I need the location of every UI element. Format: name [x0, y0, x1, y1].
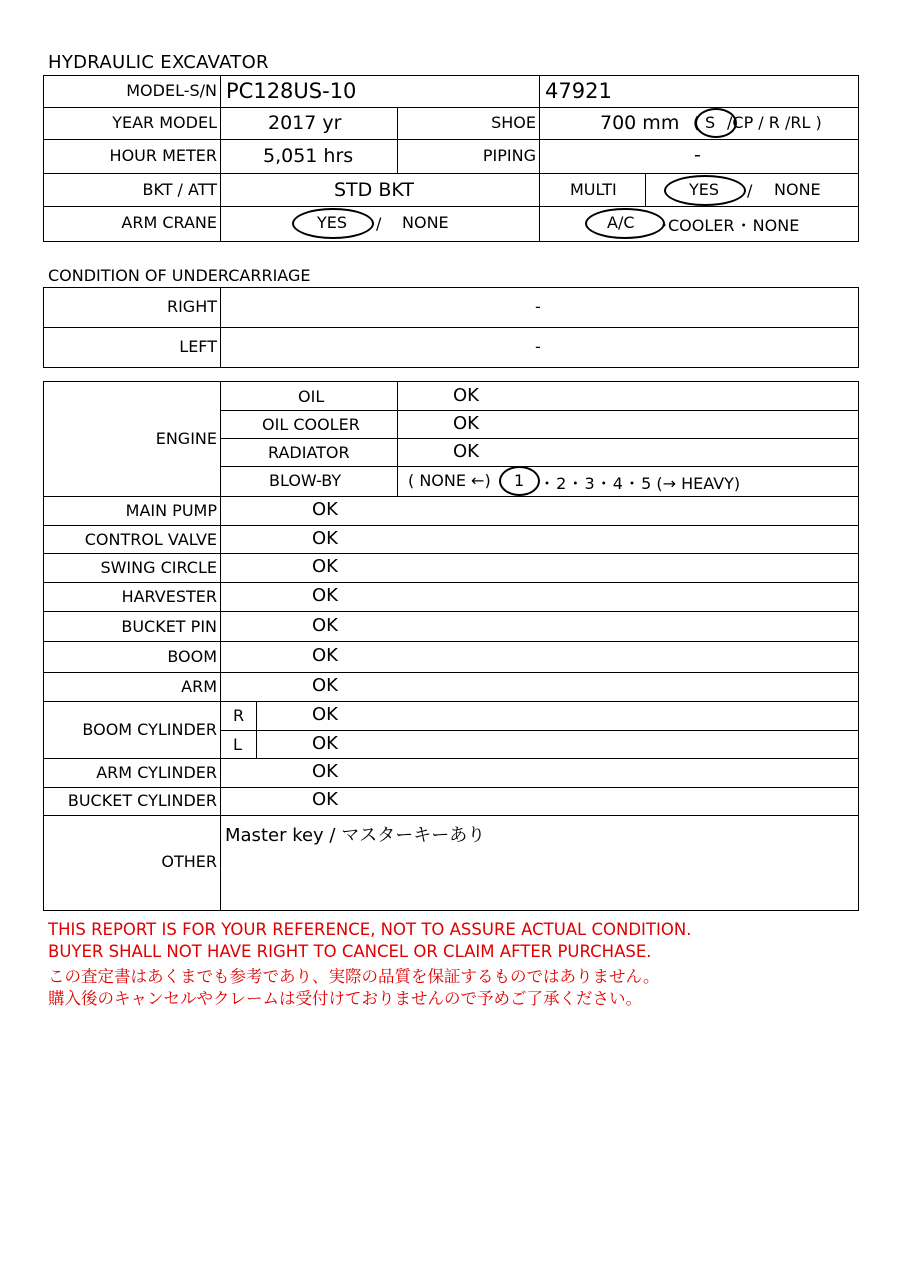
main-pump-value: OK — [312, 499, 338, 520]
arm-crane-label: ARM CRANE — [121, 213, 217, 232]
shoe-option-s: S — [705, 113, 716, 132]
hour-value: 5,051 hrs — [263, 145, 354, 167]
bucket-pin-value: OK — [312, 615, 338, 636]
shoe-label: SHOE — [491, 113, 536, 132]
bucket-pin-label: BUCKET PIN — [121, 617, 217, 636]
undercarriage-title: CONDITION OF UNDERCARRIAGE — [48, 266, 311, 285]
oil-label: OIL — [298, 387, 325, 406]
arm-crane-yes: YES — [317, 213, 348, 232]
arm-cylinder-label: ARM CYLINDER — [96, 763, 217, 782]
blow-by-label: BLOW-BY — [269, 471, 342, 490]
other-label: OTHER — [161, 852, 217, 871]
arm-label: ARM — [181, 677, 217, 696]
multi-yes: YES — [689, 180, 720, 199]
blow-by-none: ( NONE ←) — [408, 471, 491, 490]
bkt-value: STD BKT — [334, 179, 414, 201]
shoe-option-rest: /CP / R /RL ) — [727, 113, 822, 132]
boom-cylinder-r-label: R — [233, 706, 245, 725]
harvester-label: HARVESTER — [121, 587, 217, 606]
boom-cylinder-l-label: L — [233, 735, 242, 754]
oil-value: OK — [453, 385, 479, 406]
shoe-open-paren: ( — [693, 113, 700, 132]
hour-meter-label: HOUR METER — [109, 146, 217, 165]
shoe-size: 700 mm — [600, 112, 680, 134]
oil-cooler-label: OIL COOLER — [262, 415, 360, 434]
right-label: RIGHT — [166, 297, 217, 316]
piping-value: - — [694, 144, 701, 166]
piping-label: PIPING — [482, 146, 536, 165]
serial-value: 47921 — [545, 79, 612, 103]
bkt-att-label: BKT / ATT — [142, 180, 217, 199]
disclaimer-line-4: 購入後のキャンセルやクレームは受付けておりませんので予めご了承ください。 — [48, 989, 642, 1008]
boom-cylinder-l-value: OK — [312, 733, 338, 754]
harvester-value: OK — [312, 585, 338, 606]
main-pump-label: MAIN PUMP — [125, 501, 217, 520]
multi-label: MULTI — [570, 180, 617, 199]
boom-cylinder-r-value: OK — [312, 704, 338, 725]
boom-label: BOOM — [167, 647, 217, 666]
year-model-label: YEAR MODEL — [112, 113, 217, 132]
report-title: HYDRAULIC EXCAVATOR — [48, 52, 269, 73]
blow-by-selected-circle — [499, 466, 540, 496]
bucket-cylinder-value: OK — [312, 789, 338, 810]
disclaimer-line-2: BUYER SHALL NOT HAVE RIGHT TO CANCEL OR CLAIM AFTER PURCHASE. — [48, 942, 652, 961]
disclaimer-line-1: THIS REPORT IS FOR YOUR REFERENCE, NOT TO ASSURE ACTUAL CONDITION. — [48, 920, 692, 939]
year-value: 2017 yr — [268, 112, 342, 134]
arm-crane-none: NONE — [402, 213, 449, 232]
model-value: PC128US-10 — [226, 79, 357, 103]
ac-rest: ･COOLER ･ NONE — [660, 216, 800, 235]
left-label: LEFT — [179, 337, 217, 356]
blow-by-1: 1 — [514, 471, 525, 490]
multi-selected-circle — [664, 175, 746, 206]
radiator-label: RADIATOR — [268, 443, 350, 462]
model-sn-label: MODEL-S/N — [126, 81, 217, 100]
disclaimer-line-3: この査定書はあくまでも参考であり、実際の品質を保証するものではありません。 — [48, 967, 660, 986]
arm-crane-sep: / — [376, 214, 382, 233]
radiator-value: OK — [453, 441, 479, 462]
oil-cooler-value: OK — [453, 413, 479, 434]
other-value: Master key / マスターキーあり — [225, 825, 486, 846]
control-valve-value: OK — [312, 528, 338, 549]
swing-circle-value: OK — [312, 556, 338, 577]
bucket-cylinder-label: BUCKET CYLINDER — [67, 791, 217, 810]
boom-cylinder-label: BOOM CYLINDER — [82, 720, 217, 739]
blow-by-scale: ･ 2 ･ 3 ･ 4 ･ 5 (→ HEAVY) — [543, 474, 741, 493]
engine-label: ENGINE — [155, 429, 217, 448]
left-value: - — [535, 337, 541, 356]
arm-value: OK — [312, 675, 338, 696]
multi-sep: / — [747, 181, 753, 200]
ac-selected-circle — [585, 208, 665, 239]
arm-cylinder-value: OK — [312, 761, 338, 782]
arm-crane-selected-circle — [292, 208, 374, 239]
right-value: - — [535, 297, 541, 316]
control-valve-label: CONTROL VALVE — [84, 530, 217, 549]
multi-none: NONE — [774, 180, 821, 199]
ac-option: A/C — [607, 213, 635, 232]
swing-circle-label: SWING CIRCLE — [100, 558, 217, 577]
boom-value: OK — [312, 645, 338, 666]
